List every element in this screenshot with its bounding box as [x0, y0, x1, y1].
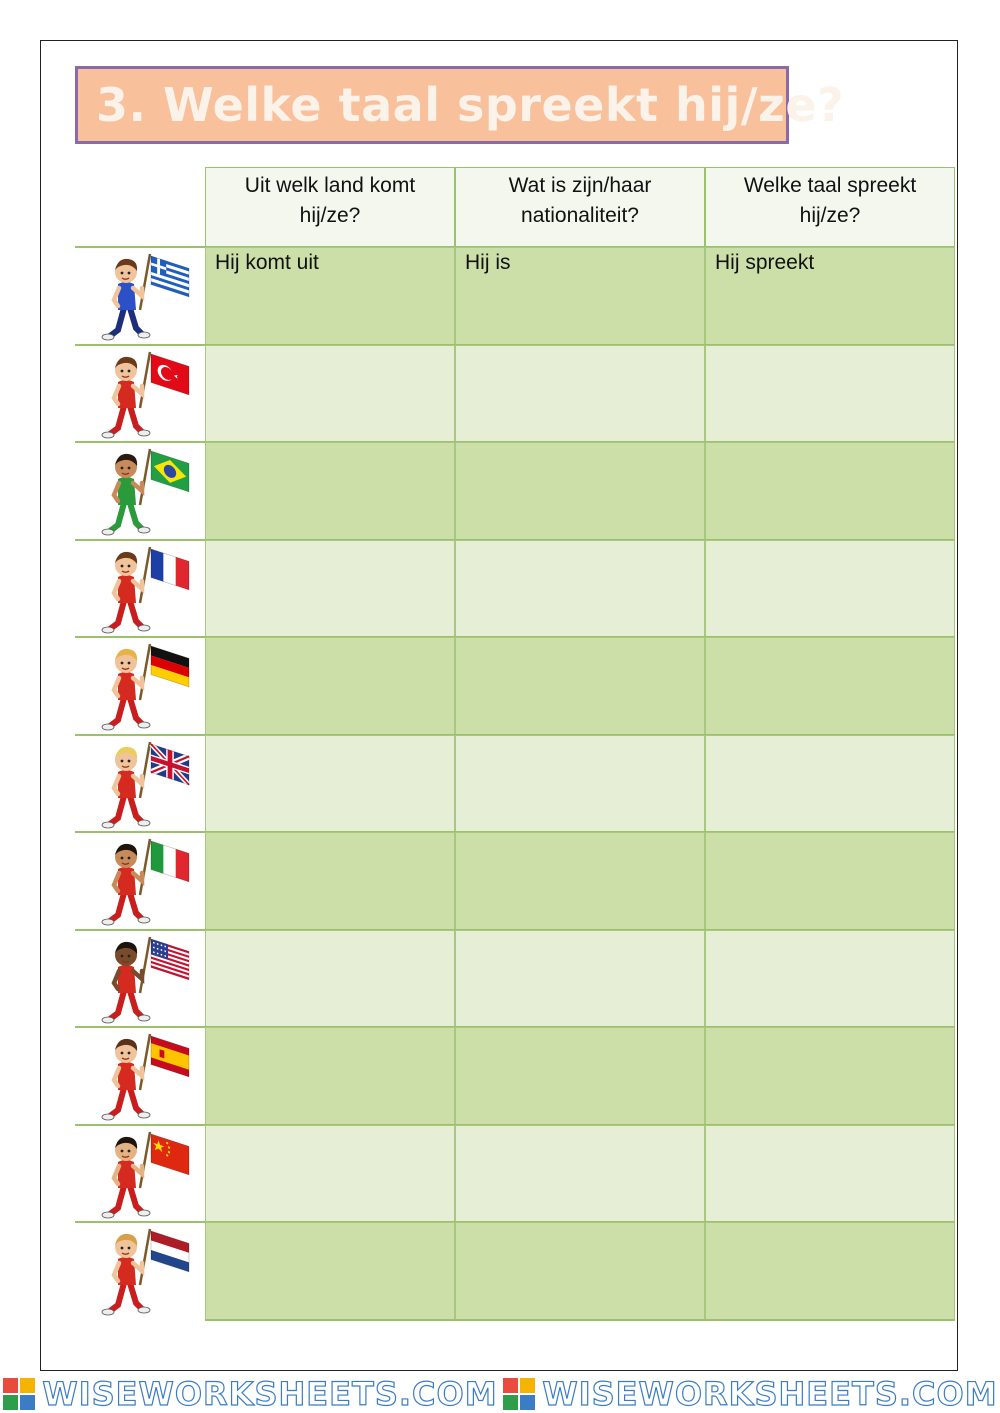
china-flag-icon	[151, 1134, 189, 1175]
header-line: nationaliteit?	[521, 204, 639, 227]
answer-cell[interactable]	[455, 1125, 705, 1223]
answer-cell[interactable]	[455, 345, 705, 443]
answer-cell[interactable]	[455, 247, 705, 345]
child-with-flag-image	[96, 738, 192, 830]
child-with-flag-image	[96, 1225, 192, 1317]
watermark-right	[502, 1375, 997, 1413]
answer-cell[interactable]	[705, 832, 955, 930]
netherlands-flag-icon	[151, 1231, 189, 1272]
answer-cell[interactable]	[705, 442, 955, 540]
child-with-flag-image	[96, 1030, 192, 1122]
child-with-flag-image	[96, 1128, 192, 1220]
example-text: Hij komt uit	[215, 251, 319, 274]
answer-cell[interactable]	[705, 637, 955, 735]
header-line: hij/ze?	[299, 204, 361, 227]
answer-cell[interactable]	[455, 735, 705, 833]
title-box	[75, 66, 845, 144]
example-text: Hij is	[465, 251, 511, 274]
wiseworksheets-logo-icon	[502, 1377, 536, 1411]
answer-cell[interactable]	[705, 1027, 955, 1125]
brazil-flag-icon	[151, 451, 189, 492]
answer-cell[interactable]	[705, 1125, 955, 1223]
watermark-text: WISEWORKSHEETS.COM	[42, 1374, 498, 1413]
wiseworksheets-logo-icon	[2, 1377, 36, 1411]
answer-cell[interactable]	[705, 735, 955, 833]
header-line: Welke taal spreekt	[743, 174, 917, 197]
header-line: Uit welk land komt	[244, 174, 416, 197]
turkey-flag-icon	[151, 354, 189, 395]
child-with-flag-image	[96, 640, 192, 732]
child-with-flag-image	[96, 933, 192, 1025]
germany-flag-icon	[151, 646, 189, 687]
header-cell	[705, 167, 955, 247]
watermark-text: WISEWORKSHEETS.COM	[542, 1374, 998, 1413]
answer-cell[interactable]	[205, 1222, 455, 1320]
child-with-flag-image	[96, 835, 192, 927]
footer-watermark	[0, 1374, 1000, 1413]
answer-cell[interactable]	[705, 930, 955, 1028]
france-flag-icon	[151, 549, 189, 590]
example-text: Hij spreekt	[715, 251, 815, 274]
header-line: hij/ze?	[799, 204, 861, 227]
header-cell	[455, 167, 705, 247]
answer-cell[interactable]	[705, 540, 955, 638]
greece-flag-icon	[151, 256, 189, 297]
answer-cell[interactable]	[205, 735, 455, 833]
child-with-flag-image	[96, 445, 192, 537]
child-with-flag-image	[96, 348, 192, 440]
answer-cell[interactable]	[455, 832, 705, 930]
child-with-flag-image	[96, 250, 192, 342]
answer-cell[interactable]	[455, 442, 705, 540]
answer-cell[interactable]	[455, 637, 705, 735]
header-cell	[205, 167, 455, 247]
answer-cell[interactable]	[205, 345, 455, 443]
page-title: 3. Welke taal spreekt hij/ze?	[96, 78, 845, 132]
answer-cell[interactable]	[205, 637, 455, 735]
answer-cell[interactable]	[705, 1222, 955, 1320]
answer-cell[interactable]	[205, 1125, 455, 1223]
watermark-left	[2, 1375, 497, 1413]
table-bottom-border	[205, 1319, 955, 1321]
header-line: Wat is zijn/haar	[508, 174, 652, 197]
answer-cell[interactable]	[705, 247, 955, 345]
child-with-flag-image	[96, 543, 192, 635]
answer-cell[interactable]	[455, 540, 705, 638]
answer-cell[interactable]	[205, 540, 455, 638]
united-kingdom-flag-icon	[151, 744, 189, 785]
italy-flag-icon	[151, 841, 189, 882]
answer-cell[interactable]	[455, 1027, 705, 1125]
answer-cell[interactable]	[205, 1027, 455, 1125]
answer-cell[interactable]	[455, 1222, 705, 1320]
answer-cell[interactable]	[205, 442, 455, 540]
answer-cell[interactable]	[205, 247, 455, 345]
answer-cell[interactable]	[705, 345, 955, 443]
answer-cell[interactable]	[455, 930, 705, 1028]
usa-flag-icon	[151, 939, 189, 980]
spain-flag-icon	[151, 1036, 189, 1077]
answer-cell[interactable]	[205, 832, 455, 930]
answer-cell[interactable]	[205, 930, 455, 1028]
